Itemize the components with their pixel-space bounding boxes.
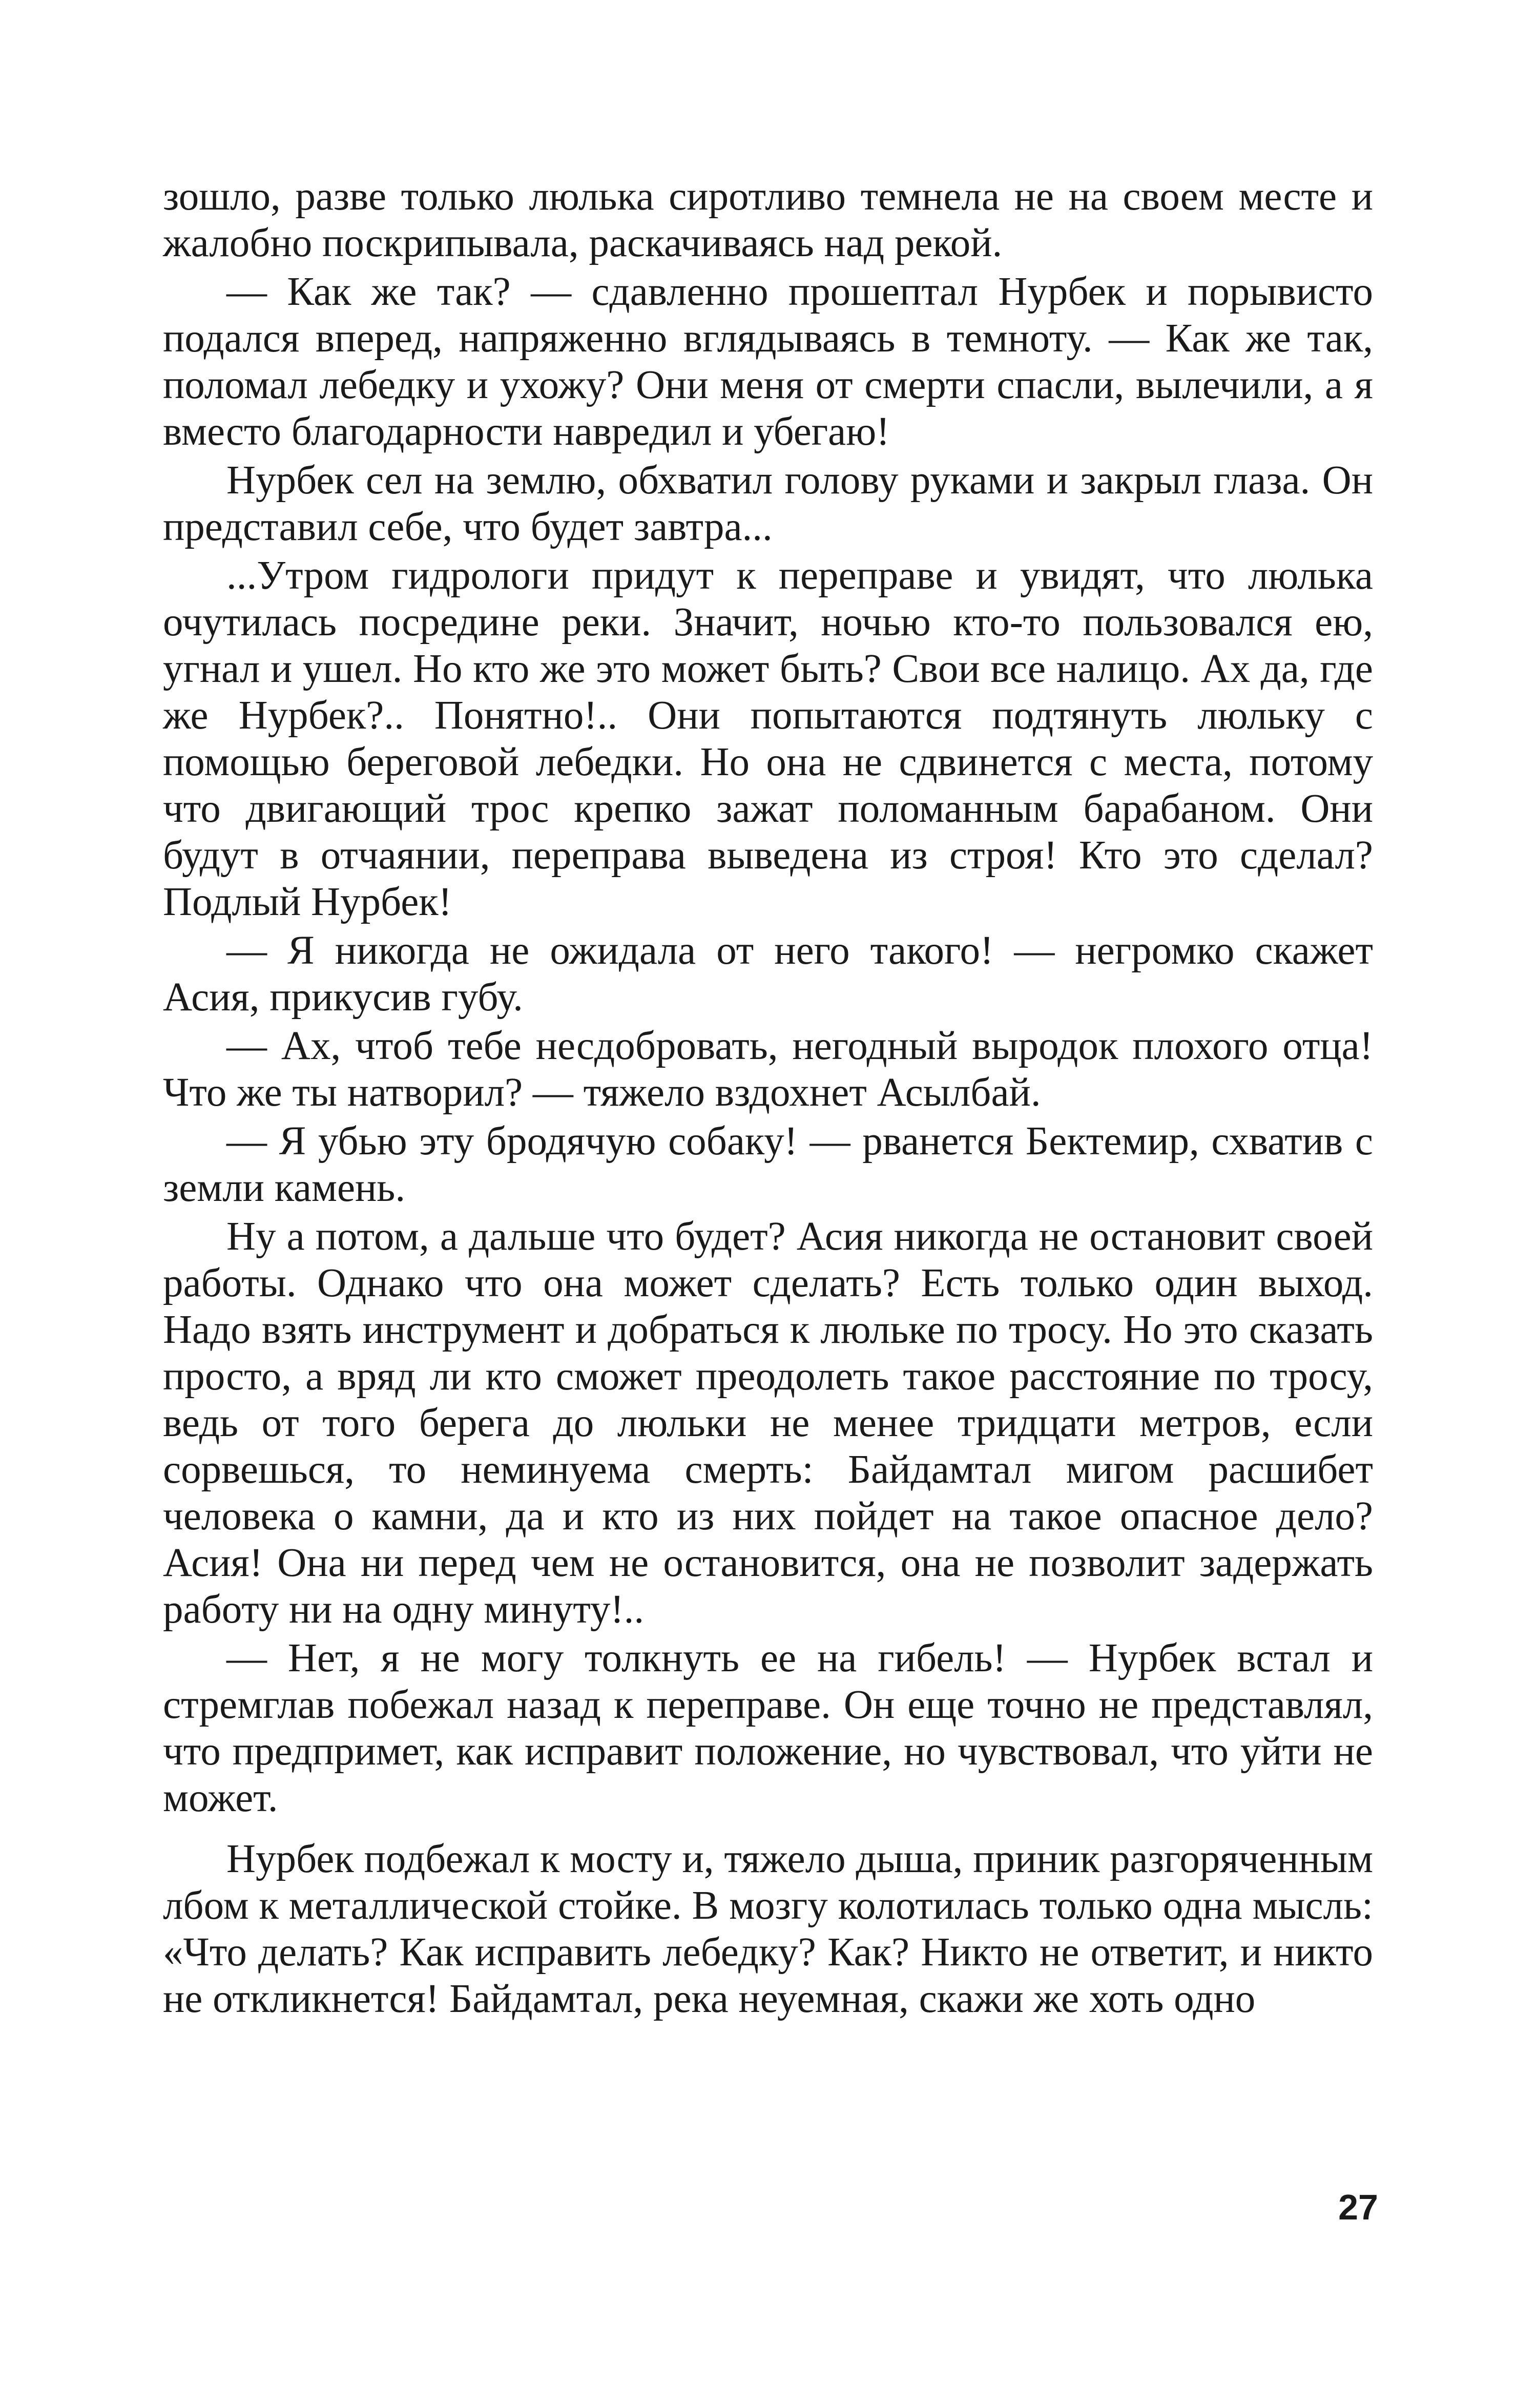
paragraph-nurbek-sat-down: Нурбек сел на землю, обхватил голову руками и закрыл глаза. Он представил себе, что будет завтра... [163,458,1373,549]
paragraph-nurbek-at-bridge: Нурбек подбежал к мосту и, тяжело дыша, приник разгоряченным лбом к металлической стойке. В мозгу колотилась только одна мысль: «Что делать? Как исправить лебедку? Как? Никто не ответит, и никто не откликнется! Байдамтал, река неуемная, скажи же хоть одно [163,1837,1373,2021]
paragraph-morning-hydrologists: ...Утром гидрологи придут к переправе и увидят, что люлька очутилась посредине реки. Значит, ночью кто-то пользовался ею, угнал и ушел. Но кто же это может быть? Свои все налицо. Ах да, где же Нурбек?.. Понятно!.. Они попытаются подтянуть люльку с помощью береговой лебедки. Но она не сдвинется с места, потому что двигающий трос крепко зажат поломанным барабаном. Они будут в отчаянии, переправа выведена из строя! Кто это сделал? Подлый Нурбек! [163,553,1373,924]
paragraph-nurbek-ran-back: — Нет, я не могу толкнуть ее на гибель! — Нурбек встал и стремглав побежал назад к переправе. Он еще точно не представлял, что предпримет, как исправит положение, но чувствовал, что уйти не может. [163,1636,1373,1820]
paragraph-continuation: зошло, разве только люлька сиротливо темнела не на своем месте и жалобно поскрипывала, раскачиваясь над рекой. [163,174,1373,265]
paragraph-asia-line: — Я никогда не ожидала от него такого! — негромко скажет Асия, прикусив губу. [163,928,1373,1020]
paragraph-nurbek-whisper: — Как же так? — сдавленно прошептал Нурбек и порывисто подался вперед, напряженно вглядываясь в темноту. — Как же так, поломал лебедку и ухожу? Они меня от смерти спасли, вылечили, а я вместо благодарности навредил и убегаю! [163,269,1373,454]
body-text [163,173,1373,2022]
paragraph-bektemir-line: — Я убью эту бродячую собаку! — рванется Бектемир, схватив с земли камень. [163,1119,1373,1210]
paragraph-what-next: Ну а потом, а дальше что будет? Асия никогда не остановит своей работы. Однако что она может сделать? Есть только один выход. Надо взять инструмент и добраться к люльке по тросу. Но это сказать просто, а вряд ли кто сможет преодолеть такое расстояние по тросу, ведь от того берега до люльки не менее тридцати метров, если сорвешься, то неминуема смерть: Байдамтал мигом расшибет человека о камни, да и кто из них пойдет на такое опасное дело? Асия! Она ни перед чем не остановится, она не позволит задержать работу ни на одну минуту!.. [163,1214,1373,1632]
page-number: 27 [1338,2187,1378,2227]
paragraph-asylbai-line: — Ах, чтоб тебе несдобровать, негодный выродок плохого отца! Что же ты натворил? — тяжело вздохнет Асылбай. [163,1024,1373,1115]
